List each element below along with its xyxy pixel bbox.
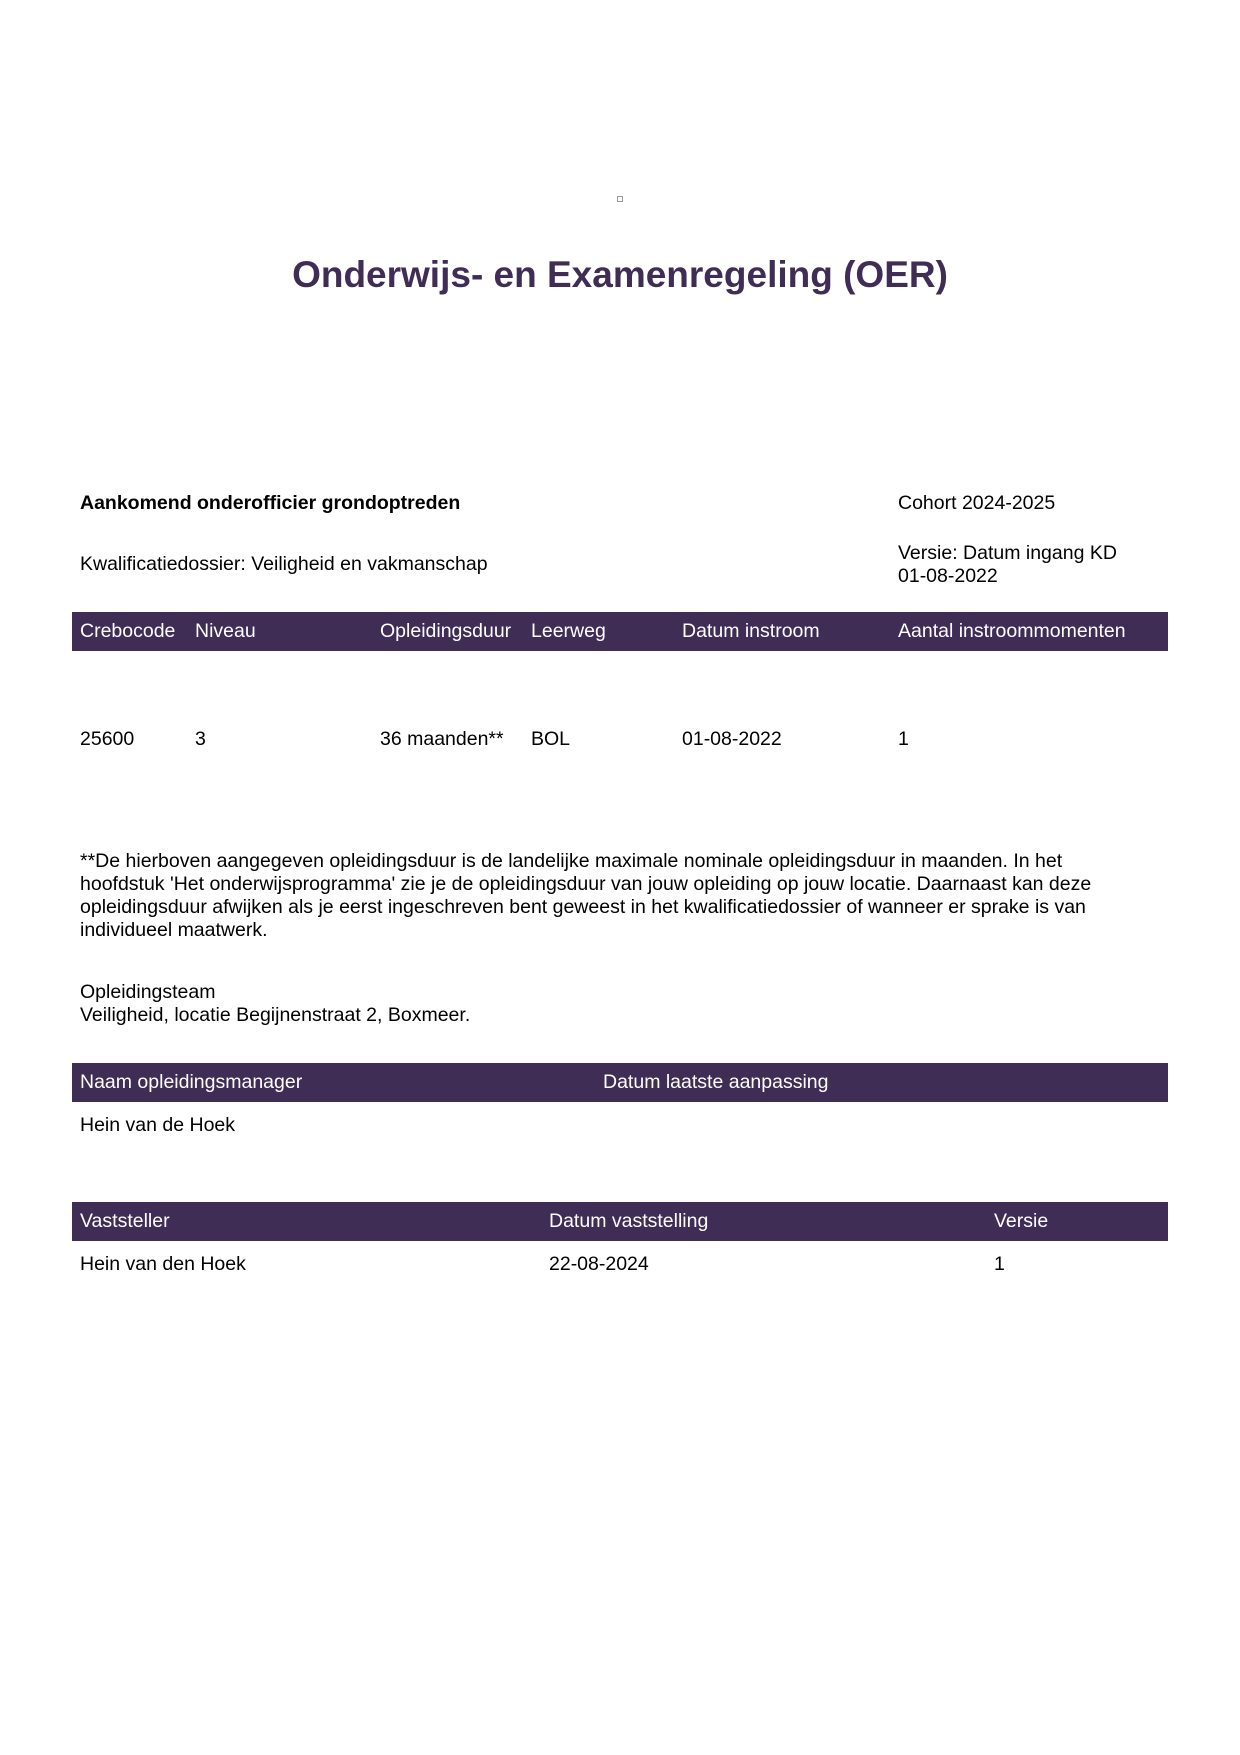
manager-table-header — [72, 1063, 1168, 1102]
cell-datum-vaststelling: 22-08-2024 — [549, 1253, 649, 1275]
cell-manager-name: Hein van de Hoek — [80, 1114, 236, 1136]
cell-niveau: 3 — [195, 728, 206, 750]
program-name: Aankomend onderofficier grondoptreden — [80, 492, 461, 514]
header-aantal-instroommomenten: Aantal instroommomenten — [898, 620, 1126, 642]
team-location: Veiligheid, locatie Begijnenstraat 2, Boxmeer. — [80, 1004, 471, 1026]
cell-datum-instroom: 01-08-2022 — [682, 728, 782, 750]
header-datum-instroom: Datum instroom — [682, 620, 820, 642]
header-versie: Versie — [994, 1210, 1049, 1232]
page-title: Onderwijs- en Examenregeling (OER) — [292, 254, 948, 295]
cell-leerweg: BOL — [531, 728, 571, 750]
team-label: Opleidingsteam — [80, 981, 216, 1003]
version-line-2: 01-08-2022 — [898, 565, 998, 587]
team-info — [80, 981, 470, 1027]
header-opleidingsduur: Opleidingsduur — [380, 620, 512, 642]
header-leerweg: Leerweg — [531, 620, 606, 642]
version-line-1: Versie: Datum ingang KD — [898, 542, 1117, 564]
cell-versie: 1 — [994, 1253, 1005, 1275]
program-table-header — [72, 612, 1168, 651]
cell-aantal-instroommomenten: 1 — [898, 728, 909, 750]
header-naam-opleidingsmanager: Naam opleidingsmanager — [80, 1071, 303, 1093]
cell-crebocode: 25600 — [80, 728, 135, 750]
header-niveau: Niveau — [195, 620, 256, 642]
header-datum-vaststelling: Datum vaststelling — [549, 1210, 709, 1232]
cohort-label: Cohort 2024-2025 — [898, 492, 1056, 514]
version-info — [898, 542, 1117, 588]
header-vaststeller: Vaststeller — [80, 1210, 170, 1232]
cell-vaststeller: Hein van den Hoek — [80, 1253, 246, 1275]
logo-placeholder-icon — [617, 196, 623, 202]
header-crebocode: Crebocode — [80, 620, 176, 642]
qualification-dossier: Kwalificatiedossier: Veiligheid en vakmanschap — [80, 553, 488, 575]
duration-footnote: **De hierboven aangegeven opleidingsduur is de landelijke maximale nominale opleidingsduur in maanden. In het hoofdstuk 'Het onderwijsprogramma' zie je de opleidingsduur van jouw opleiding op jouw locatie. Daarnaast kan deze opleidingsduur afwijken als je eerst ingeschreven bent geweest in het kwalificatiedossier of wanneer er sprake is van individueel maatwerk. — [80, 850, 1092, 941]
approval-table-header — [72, 1202, 1168, 1241]
cell-opleidingsduur: 36 maanden** — [380, 728, 504, 750]
header-datum-laatste-aanpassing: Datum laatste aanpassing — [603, 1071, 829, 1093]
